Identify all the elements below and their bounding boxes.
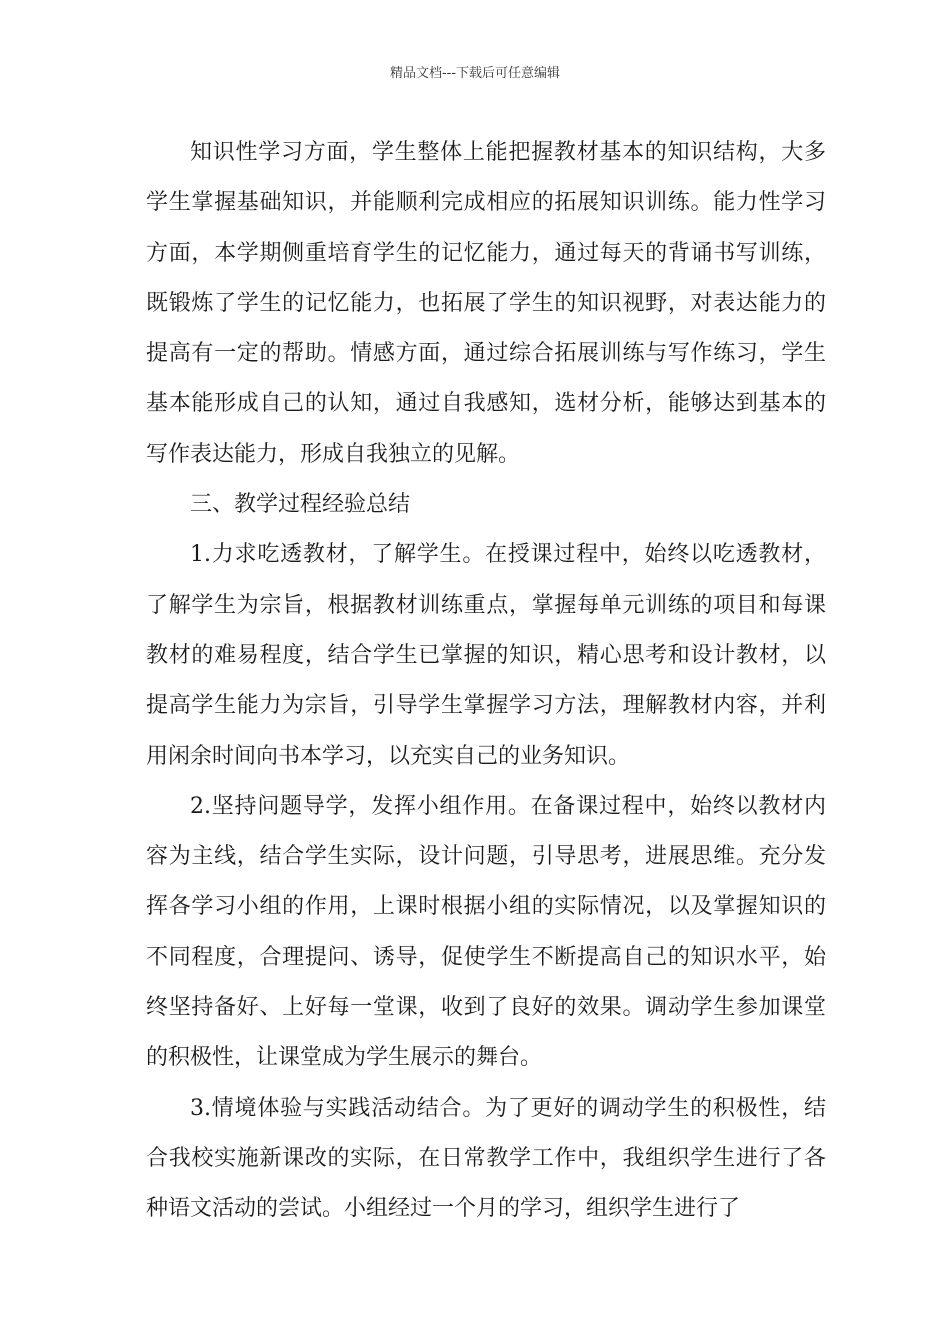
paragraph-point-2: 2.坚持问题导学，发挥小组作用。在备课过程中，始终以教材内容为主线，结合学生实际，设计问题，引导思考，进展思维。充分发挥各学习小组的作用，上课时根据小组的实际情况，以及掌握知识的不同程度，合理提问、诱导，促使学生不断提高自己的知识水平，始终坚持备好、上好每一堂课，收到了良好的效果。调动学生参加课堂的积极性，让课堂成为学生展示的舞台。 bbox=[146, 793, 826, 1071]
document-body bbox=[146, 128, 826, 1235]
page-header: 精品文档---下载后可任意编辑 bbox=[389, 66, 561, 81]
paragraph-learning-outcomes: 知识性学习方面，学生整体上能把握教材基本的知识结构，大多学生掌握基础知识，并能顺利完成相应的拓展知识训练。能力性学习方面，本学期侧重培育学生的记忆能力，通过每天的背诵书写训练，既锻炼了学生的记忆能力，也拓展了学生的知识视野，对表达能力的提高有一定的帮助。情感方面，通过综合拓展训练与写作练习，学生基本能形成自己的认知，通过自我感知，选材分析，能够达到基本的写作表达能力，形成自我独立的见解。 bbox=[146, 140, 826, 467]
paragraph-point-1: 1.力求吃透教材，了解学生。在授课过程中，始终以吃透教材，了解学生为宗旨，根据教材训练重点，掌握每单元训练的项目和每课教材的难易程度，结合学生已掌握的知识，精心思考和设计教材，以提高学生能力为宗旨，引导学生掌握学习方法，理解教材内容，并利用闲余时间向书本学习，以充实自己的业务知识。 bbox=[146, 542, 826, 769]
section-heading-teaching-summary: 三、教学过程经验总结 bbox=[190, 492, 411, 518]
paragraph-point-3: 3.情境体验与实践活动结合。为了更好的调动学生的积极性，结合我校实施新课改的实际，在日常教学工作中，我组织学生进行了各种语文活动的尝试。小组经过一个月的学习，组织学生进行了 bbox=[146, 1095, 826, 1222]
